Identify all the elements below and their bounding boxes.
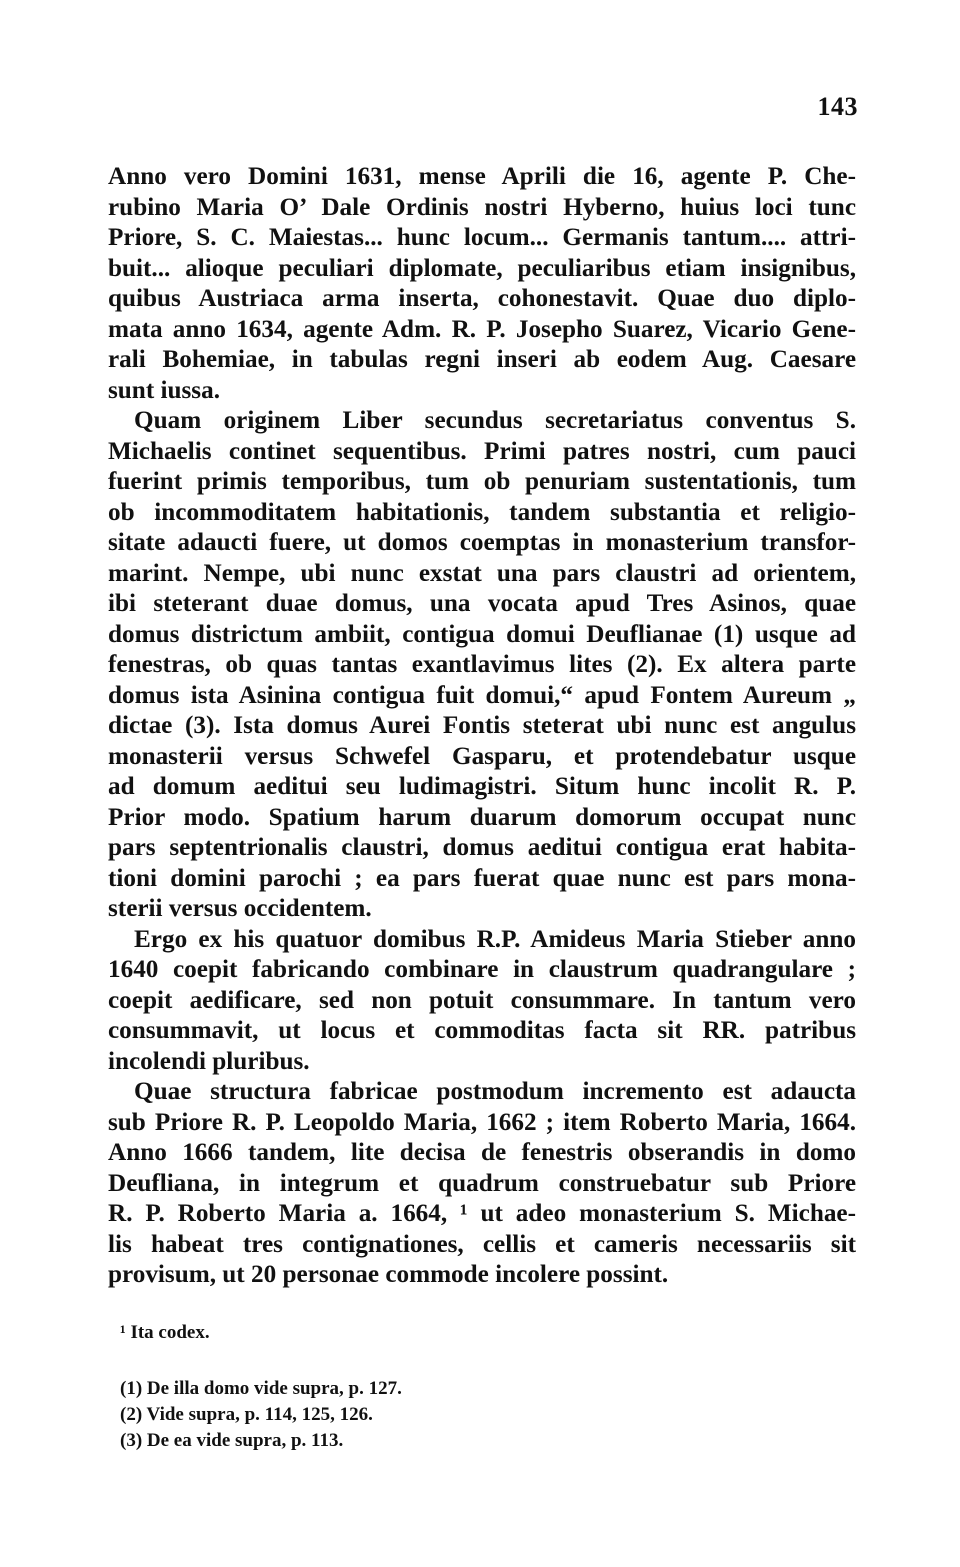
text-line: Ergo ex his quatuor domibus R.P. Amideus Maria Stieber anno	[134, 925, 856, 953]
text-line: ibi steterant duae domus, una vocata apud Tres Asinos, quae	[108, 590, 856, 617]
paragraph-3	[108, 925, 856, 1078]
text-line: consummavit, ut locus et commoditas facta sit RR. patribus	[108, 1017, 856, 1044]
text-line: mata anno 1634, agente Adm. R. P. Josepho Suarez, Vicario Gene-	[108, 315, 856, 343]
text-line: R. P. Roberto Maria a. 1664, ¹ ut adeo monasterium S. Michae-	[108, 1200, 856, 1227]
paragraph-2	[108, 406, 856, 925]
footnote-line: (3) De ea vide supra, p. 113.	[120, 1430, 344, 1451]
text-line: sunt iussa.	[108, 376, 221, 404]
text-line: sub Priore R. P. Leopoldo Maria, 1662 ; item Roberto Maria, 1664.	[108, 1108, 856, 1136]
text-line: ob incommoditatem habitationis, tandem substantia et religio-	[108, 498, 856, 526]
text-line: provisum, ut 20 personae commode incolere possint.	[108, 1261, 669, 1288]
text-line: sitate adaucti fuere, ut domos coemptas in monasterium transfor-	[108, 529, 856, 556]
footnote-line: (1) De illa domo vide supra, p. 127.	[120, 1378, 402, 1399]
text-line: Quam originem Liber secundus secretariatus conventus S.	[134, 407, 856, 434]
footnote-line: (2) Vide supra, p. 114, 125, 126.	[120, 1404, 373, 1425]
text-line: rubino Maria O’ Dale Ordinis nostri Hyberno, huius loci tunc	[108, 193, 856, 221]
text-line: monasterii versus Schwefel Gasparu, et protendebatur usque	[108, 742, 856, 770]
paragraph-4	[108, 1077, 856, 1291]
footnote-line: ¹ Ita codex.	[120, 1322, 210, 1343]
text-line: domus ista Asinina contigua fuit domui,“ apud Fontem Aureum „	[108, 681, 856, 709]
text-line: Michaelis continet sequentibus. Primi patres nostri, cum pauci	[108, 437, 856, 465]
text-line: buit... alioque peculiari diplomate, peculiaribus etiam insignibus,	[108, 254, 856, 282]
page-number: 143	[817, 92, 858, 121]
text-line: Deufliana, in integrum et quadrum construebatur sub Priore	[108, 1169, 856, 1197]
body-text	[108, 162, 856, 1291]
text-line: Priore, S. C. Maiestas... hunc locum... Germanis tantum.... attri-	[108, 224, 856, 251]
text-line: marint. Nempe, ubi nunc exstat una pars claustri ad orientem,	[108, 559, 856, 587]
text-line: dictae (3). Ista domus Aurei Fontis steterat ubi nunc est angulus	[108, 712, 856, 739]
text-line: rali Bohemiae, in tabulas regni inseri ab eodem Aug. Caesare	[108, 346, 856, 373]
text-line: ad domum aeditui seu ludimagistri. Situm hunc incolit R. P.	[108, 773, 856, 800]
footnotes	[120, 1376, 402, 1454]
text-line: sterii versus occidentem.	[108, 895, 372, 922]
text-line: fuerint primis temporibus, tum ob penuriam sustentationis, tum	[108, 468, 856, 495]
text-line: lis habeat tres contignationes, cellis et cameris necessariis sit	[108, 1230, 856, 1258]
text-line: coepit aedificare, sed non potuit consummare. In tantum vero	[108, 986, 856, 1014]
text-line: domus districtum ambiit, contigua domui Deuflianae (1) usque ad	[108, 620, 856, 648]
text-line: tioni domini parochi ; ea pars fuerat quae nunc est pars mona-	[108, 864, 856, 892]
text-line: Prior modo. Spatium harum duarum domorum occupat nunc	[108, 803, 856, 831]
text-line: quibus Austriaca arma inserta, cohonestavit. Quae duo diplo-	[108, 285, 856, 312]
text-line: 1640 coepit fabricando combinare in claustrum quadrangulare ;	[108, 956, 856, 983]
text-line: incolendi pluribus.	[108, 1047, 310, 1075]
text-line: fenestras, ob quas tantas exantlavimus lites (2). Ex altera parte	[108, 651, 856, 678]
text-line: Anno vero Domini 1631, mense Aprili die 16, agente P. Che-	[108, 163, 856, 190]
text-line: Quae structura fabricae postmodum incremento est adaucta	[134, 1078, 856, 1105]
text-line: Anno 1666 tandem, lite decisa de fenestris obserandis in domo	[108, 1139, 856, 1166]
footnote-star	[120, 1320, 210, 1346]
paragraph-1	[108, 162, 856, 406]
text-line: pars septentrionalis claustri, domus aeditui contigua erat habita-	[108, 834, 856, 861]
